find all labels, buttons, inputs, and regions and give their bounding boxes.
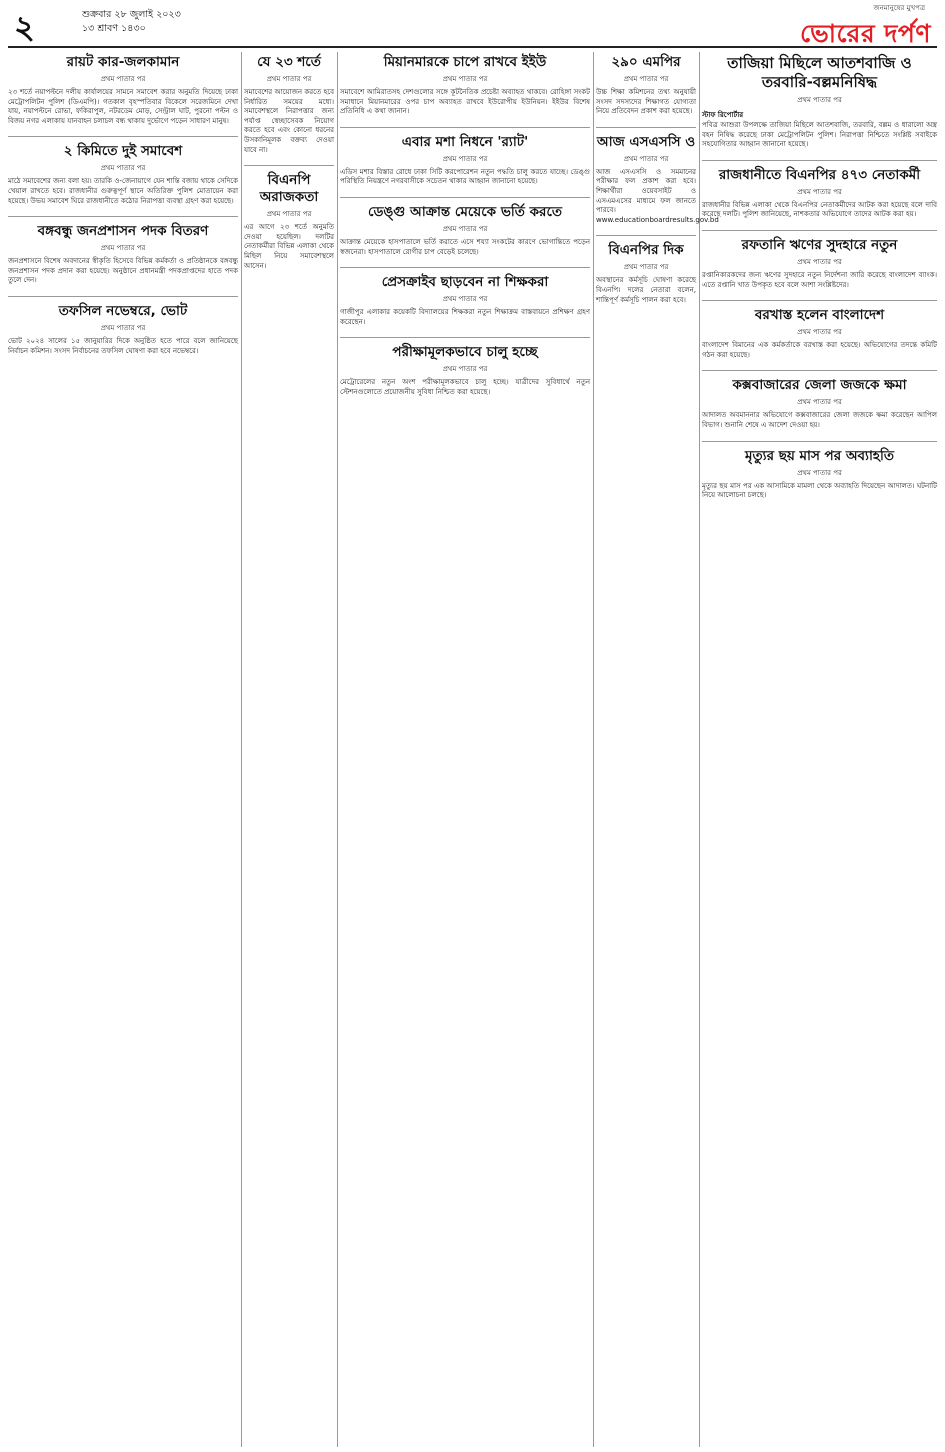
article-body: রাজধানীর বিভিন্ন এলাকা থেকে বিএনপির নেতাকর্মীদের আটক করা হয়েছে বলে দাবি করেছে দলটি। পুলিশ জানিয়েছে, নাশকতার অভিযোগে তাদের আটক করা হয়।: [702, 200, 937, 219]
date-bangla: ১৩ শ্রাবণ ১৪৩০: [82, 23, 146, 34]
article-headline: মিয়ানমারকে চাপে রাখবে ইইউ: [383, 54, 547, 70]
continued-note: প্রথম পাতার পর: [797, 187, 842, 196]
article-body: রপ্তানিকারকদের জন্য ঋণের সুদহারে নতুন নির্দেশনা জারি করেছে বাংলাদেশ ব্যাংক। এতে রপ্তানি খাত উপকৃত হবে বলে আশা সংশ্লিষ্টদের।: [702, 270, 937, 289]
article-body: মাঠে সমাবেশের জন্য বলা হয়। তারকি ও-জেনায়াগে যেন শান্তি বজায় থাকে সেদিকে খেয়াল রাখতে হবে। রাজধানীর গুরুত্বপূর্ণ স্থানে অতিরিক্ত পুলিশ মোতায়েন করা হয়েছে। উভয় সমাবেশ ঘিরে রাজধানীতে কঠোর নিরাপত্তা ব্যবস্থা গ্রহণ করা হয়েছে।: [8, 177, 238, 205]
article-body: এর আগে ২৩ শর্তে অনুমতি দেওয়া হয়েছিল। দলটির নেতাকর্মীরা বিভিন্ন এলাকা থেকে মিছিল নিয়ে সমাবেশস্থলে আসেন।: [244, 223, 334, 270]
article-headline: পরীক্ষামূলকভাবে চালু হচ্ছে: [392, 344, 538, 361]
article-body: জনপ্রশাসনে বিশেষ অবদানের স্বীকৃতি হিসেবে বিভিন্ন কর্মকর্তা ও প্রতিষ্ঠানকে বঙ্গবন্ধু জনপ্রশাসন পদক প্রদান করা হয়েছে। অনুষ্ঠানে প্রধানমন্ত্রী পদকপ্রাপ্তদের হাতে পদক তুলে দেন।: [8, 257, 238, 285]
article-body: আক্রান্ত মেয়েকে হাসপাতালে ভর্তি করাতে এসে শয্যা সংকটের কারণে ভোগান্তিতে পড়েন স্বজনেরা। হাসপাতালে রোগীর চাপ বেড়েই চলেছে।: [340, 237, 590, 256]
news-article: [340, 127, 590, 187]
continued-note: প্রথম পাতার পর: [797, 468, 842, 477]
logo-name: ভোরের দর্পণ: [800, 19, 931, 48]
continued-note: প্রথম পাতার পর: [797, 257, 842, 266]
article-headline: ২৯০ এমপির: [611, 54, 681, 70]
logo-tagline: জনমানুষের মুখপত্র: [873, 4, 925, 12]
article-headline: বঙ্গবন্ধু জনপ্রশাসন পদক বিতরণ: [37, 223, 209, 240]
continued-note: প্রথম পাতার পর: [442, 154, 488, 163]
article-headline: বরখাস্ত হলেন বাংলাদেশ: [754, 307, 885, 324]
news-article: [702, 230, 937, 290]
news-article: [8, 216, 238, 286]
newspaper-logo: [800, 2, 931, 57]
masthead: [0, 0, 945, 48]
column-divider: [593, 52, 594, 1447]
article-headline: তাজিয়া মিছিলে আতশবাজি ও তরবারি-বল্লমনিষিদ্ধ: [727, 54, 912, 91]
article-headline: রায়ট কার-জলকামান: [66, 54, 180, 70]
article-headline: প্রেসক্রাইব ছাড়বেন না শিক্ষকরা: [381, 274, 549, 291]
column-divider: [699, 52, 700, 1447]
news-article: [244, 54, 334, 155]
continued-note: প্রথম পাতার পর: [100, 244, 146, 253]
continued-note: প্রথম পাতার পর: [266, 75, 312, 83]
column-divider: [241, 52, 242, 1447]
news-article: [340, 197, 590, 257]
news-article: [702, 370, 937, 430]
column-divider: [337, 52, 338, 1447]
article-body: ২৩ শর্তে নয়াপল্টনে দলীয় কার্যালয়ের সামনে সমাবেশ করার অনুমতি দিয়েছে ঢাকা মেট্রোপলিটন পুলিশ (ডিএমপি)। গতকাল বৃহস্পতিবার বিকেলে সরেজমিনে দেখা যায়, নয়াপল্টনে রোভা, ফকিরাপুল, নটরডেম মোড়, সেন্ট্রাল ঘাট, পুরনো পল্টন ও বিজয় নগর এলাকায় যানবাহন চলাচল বন্ধ থাকায় দুর্ভোগে পড়েন সাধারণ মানুষ।: [8, 88, 238, 125]
continued-note: প্রথম পাতার পর: [266, 210, 312, 219]
article-body: সমাবেশের আয়োজন করতে হবে নির্ধারিত সময়ের মধ্যে। সমাবেশস্থলে নিরাপত্তার জন্য পর্যাপ্ত স্বেচ্ছাসেবক নিয়োগ করতে হবে এবং কোনো ধরনের উসকানিমূলক বক্তব্য দেওয়া যাবে না।: [244, 88, 334, 154]
article-body: ভোট ২০২৪ সালের ১৫ জানুয়ারির দিকে অনুষ্ঠিত হতে পারে বলে জানিয়েছে নির্বাচন কমিশন। সংসদ নির্বাচনের তফসিল ঘোষণা করা হবে নভেম্বরে।: [8, 336, 238, 355]
dateline: [82, 8, 181, 36]
continued-note: প্রথম পাতার পর: [442, 365, 488, 374]
news-article: [596, 54, 696, 117]
news-article: [702, 54, 937, 150]
news-article: [702, 300, 937, 360]
article-headline: ২ কিমিতে দুই সমাবেশ: [63, 143, 183, 160]
continued-note: প্রথম পাতার পর: [442, 224, 488, 233]
article-headline: কক্সবাজারের জেলা জজকে ক্ষমা: [732, 377, 907, 394]
date-english: শুক্রবার ২৮ জুলাই ২০২৩: [82, 9, 181, 20]
article-body: আজ এসএসসি ও সমমানের পরীক্ষার ফল প্রকাশ করা হবে। শিক্ষার্থীরা ওয়েবসাইট ও এসএমএসের মাধ্যমে ফল জানতে পারবে। www.educationboardresults.gov.bd: [596, 167, 719, 224]
news-article: [596, 235, 696, 305]
continued-note: প্রথম পাতার পর: [442, 75, 488, 83]
continued-note: প্রথম পাতার পর: [623, 263, 669, 272]
article-body: আদালত অবমাননার অভিযোগে কক্সবাজারের জেলা জজকে ক্ষমা করেছেন আপিল বিভাগ। শুনানি শেষে এ আদেশ দেওয়া হয়।: [702, 411, 937, 429]
article-headline: বিএনপি অরাজকতা: [259, 172, 319, 206]
news-article: [8, 54, 238, 126]
article-body: এডিস মশার বিস্তার রোধে ঢাকা সিটি করপোরেশন নতুন পদ্ধতি চালু করতে যাচ্ছে। ডেঙ্গু পরিস্থিতি নিয়ন্ত্রণে নগরবাসীকে সচেতন থাকার আহ্বান জানানো হয়েছে।: [340, 167, 590, 186]
article-headline: রাজধানীতে বিএনপির ৪৭৩ নেতাকর্মী: [718, 166, 921, 183]
masthead-rule: [8, 46, 937, 48]
continued-note: প্রথম পাতার পর: [442, 295, 488, 304]
news-article: [8, 296, 238, 356]
continued-note: প্রথম পাতার পর: [797, 398, 842, 407]
article-body: বাংলাদেশ বিমানের এক কর্মকর্তাকে বরখাস্ত করা হয়েছে। অভিযোগের তদন্তে কমিটি গঠন করা হয়েছে।: [702, 341, 937, 359]
continued-note: প্রথম পাতার পর: [100, 323, 146, 332]
continued-note: প্রথম পাতার পর: [623, 75, 669, 83]
article-headline: আজ এসএসসি ও: [596, 133, 696, 150]
article-body: উচ্চ শিক্ষা কমিশনের তথ্য অনুযায়ী সংসদ সদস্যদের শিক্ষাগত যোগ্যতা নিয়ে প্রতিবেদন প্রকাশ করা হয়েছে।: [596, 88, 696, 116]
continued-note: প্রথম পাতার পর: [100, 75, 146, 83]
article-headline: এবার মশা নিধনে 'র‍্যাট': [401, 133, 529, 150]
article-headline: রফতানি ঋণের সুদহারে নতুন: [741, 236, 898, 253]
article-body: গাজীপুর এলাকার কয়েকটি বিদ্যালয়ের শিক্ষকরা নতুন শিক্ষাক্রম বাস্তবায়নে প্রশিক্ষণ গ্রহণ করেছেন।: [340, 308, 590, 326]
column-5: [702, 52, 937, 1450]
page-number: ২: [14, 8, 35, 46]
news-article: [340, 267, 590, 327]
news-article: [340, 337, 590, 397]
continued-note: প্রথম পাতার পর: [100, 164, 146, 173]
article-headline: মৃত্যুর ছয় মাস পর অব্যাহতি: [745, 447, 894, 464]
article-body: মৃত্যুর ছয় মাস পর এক আসামিকে মামলা থেকে অব্যাহতি দিয়েছেন আদালত। ঘটনাটি নিয়ে আলোচনা চলছে।: [702, 481, 937, 500]
article-headline: যে ২৩ শর্তে: [257, 54, 321, 70]
continued-note: প্রথম পাতার পর: [797, 96, 842, 104]
column-3: [340, 52, 590, 1450]
article-body: সমাবেশে আমিরাতসহ দেশগুলোর সঙ্গে কূটনৈতিক প্রচেষ্টা অব্যাহত থাকবে। রোহিঙ্গা সংকট সমাধানে মিয়ানমারের ওপর চাপ অব্যাহত রাখবে ইউরোপীয় ইউনিয়ন। ইইউর বিশেষ প্রতিনিধি এ কথা জানান।: [340, 88, 590, 116]
article-body: অবস্থানের কর্মসূচি ঘোষণা করেছে বিএনপি। দলের নেতারা বলেন, শান্তিপূর্ণ কর্মসূচি পালন করা হবে।: [596, 276, 696, 304]
continued-note: প্রথম পাতার পর: [623, 154, 669, 163]
article-headline: বিএনপির দিক: [608, 242, 684, 259]
article-body: মেট্রোরেলের নতুন অংশ পরীক্ষামূলকভাবে চালু হচ্ছে। যাত্রীদের সুবিধার্থে নতুন স্টেশনগুলোতে প্রয়োজনীয় সুবিধা নিশ্চিত করা হয়েছে।: [340, 378, 590, 396]
column-4: [596, 52, 719, 1450]
continued-note: প্রথম পাতার পর: [797, 328, 842, 337]
news-article: [244, 165, 334, 271]
column-1: [8, 52, 238, 1450]
article-headline: তফসিল নভেম্বরে, ভোট: [58, 302, 188, 319]
article-body: পবিত্র আশুরা উপলক্ষে তাজিয়া মিছিলে আতশবাজি, তরবারি, বল্লম ও ধারালো অস্ত্র বহন নিষিদ্ধ করেছে ঢাকা মেট্রোপলিটন পুলিশ। নিরাপত্তা নিশ্চিতে সংশ্লিষ্ট সবাইকে সহযোগিতার আহ্বান জানানো হয়েছে।: [702, 121, 937, 149]
news-article: [702, 160, 937, 220]
news-article: [596, 127, 719, 226]
news-article: [702, 441, 937, 501]
article-byline: স্টাফ রিপোর্টার: [702, 111, 744, 119]
column-2: [244, 52, 334, 1450]
article-headline: ডেঙ্গু আক্রান্ত মেয়েকে ভর্তি করতে: [367, 203, 563, 220]
news-article: [8, 136, 238, 206]
news-article: [340, 54, 590, 117]
